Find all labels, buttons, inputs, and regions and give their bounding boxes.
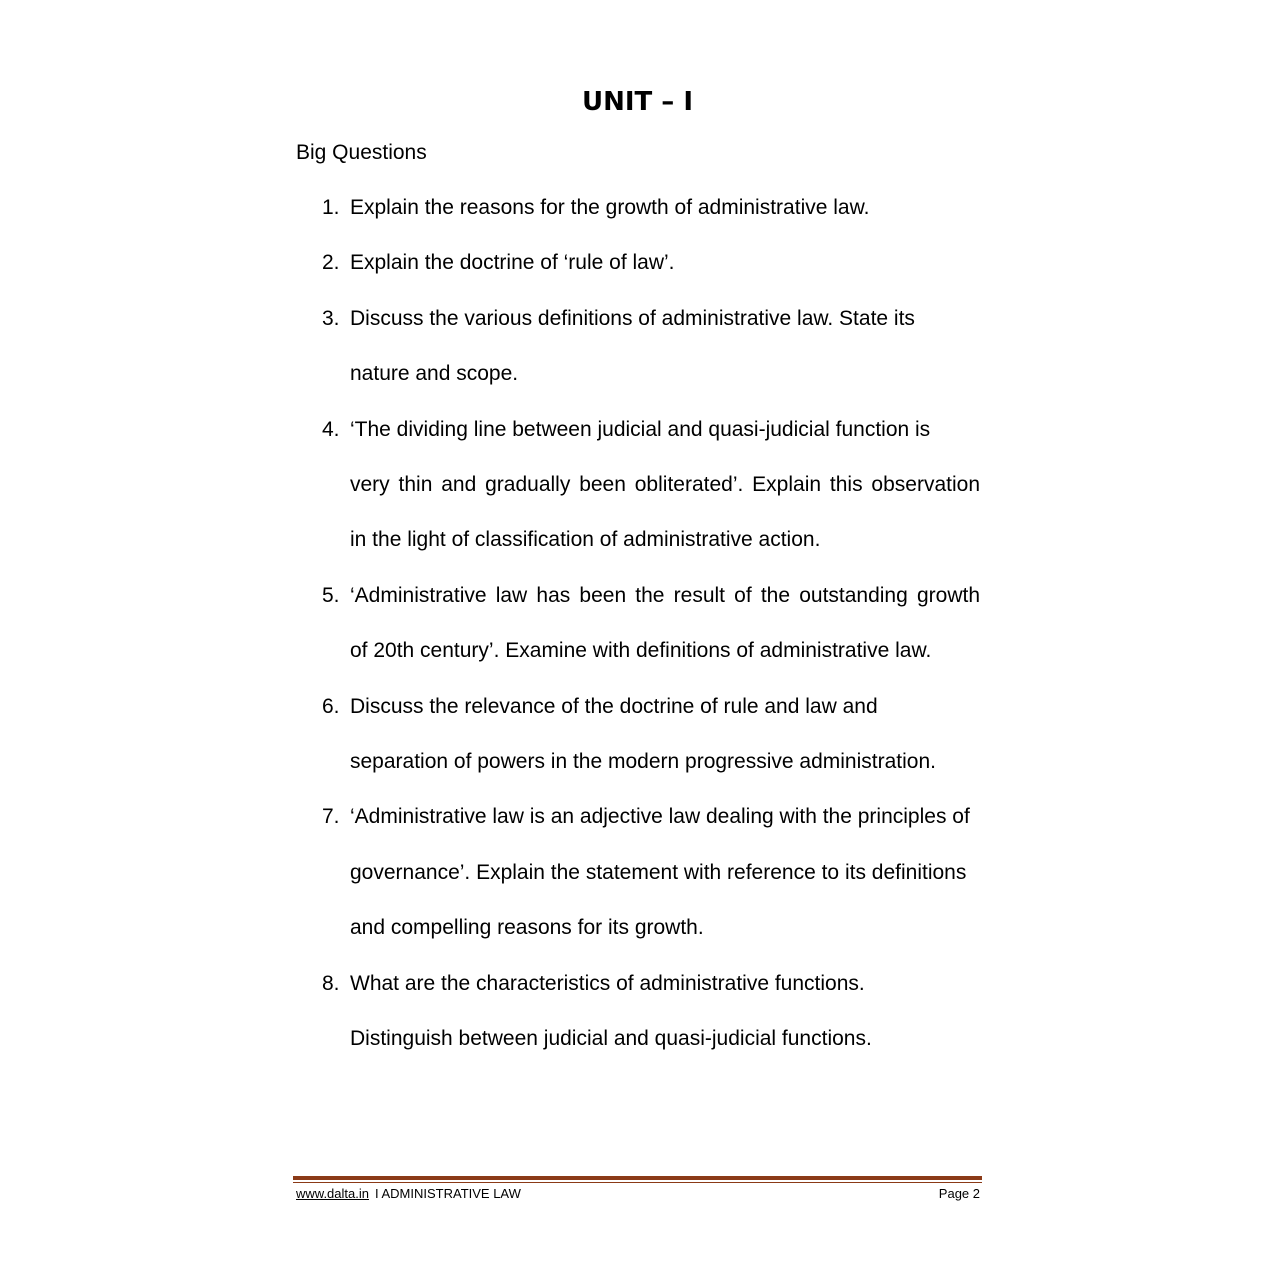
question-text-line: What are the characteristics of administrative functions. <box>350 971 865 995</box>
question-text-line: Discuss the various definitions of administrative law. State its <box>350 306 915 330</box>
question-text-line: Explain the doctrine of ‘rule of law’. <box>350 251 675 275</box>
question-number: 2. <box>322 251 340 275</box>
question-text-line: Discuss the relevance of the doctrine of rule and law and <box>350 694 878 718</box>
question-list <box>296 180 980 1067</box>
question-text-line: ‘Administrative law has been the result of the outstanding growth <box>350 583 980 607</box>
question-number: 3. <box>322 306 340 330</box>
question-text-line: separation of powers in the modern progressive administration. <box>350 750 936 774</box>
page-footer <box>296 1185 980 1203</box>
question-item-8 <box>296 956 980 1067</box>
question-text-line: nature and scope. <box>350 362 519 386</box>
question-number: 8. <box>322 971 340 995</box>
footer-divider-thick <box>293 1176 982 1180</box>
question-text-line: very thin and gradually been obliterated’. Explain this observation <box>350 473 980 497</box>
question-item-5 <box>296 568 980 679</box>
footer-page-number: Page 2 <box>938 1186 980 1201</box>
question-text-line: in the light of classification of administrative action. <box>350 528 821 552</box>
question-item-3 <box>296 291 980 402</box>
question-number: 1. <box>322 196 340 219</box>
question-item-4 <box>296 402 980 568</box>
question-text-line: Explain the reasons for the growth of administrative law. <box>350 196 870 219</box>
question-number: 6. <box>322 694 340 718</box>
page-title: UNIT – I <box>581 87 694 117</box>
question-item-2 <box>296 235 980 290</box>
question-text-line: ‘Administrative law is an adjective law dealing with the principles of <box>350 805 970 829</box>
question-text-line: and compelling reasons for its growth. <box>350 916 704 940</box>
question-item-1 <box>296 180 980 235</box>
footer-divider-thin <box>293 1182 982 1183</box>
question-text-line: governance’. Explain the statement with reference to its definitions <box>350 860 967 884</box>
question-text-line: of 20th century’. Examine with definitions of administrative law. <box>350 639 932 663</box>
footer-subject: I ADMINISTRATIVE LAW <box>374 1186 521 1201</box>
question-item-7 <box>296 789 980 955</box>
question-text-line: Distinguish between judicial and quasi-judicial functions. <box>350 1027 872 1051</box>
question-item-6 <box>296 679 980 790</box>
footer-site-link[interactable]: www.dalta.in <box>296 1186 369 1201</box>
question-text-line: ‘The dividing line between judicial and quasi-judicial function is <box>350 417 931 441</box>
question-number: 7. <box>322 805 340 829</box>
question-number: 5. <box>322 583 340 607</box>
question-number: 4. <box>322 417 340 441</box>
section-heading: Big Questions <box>296 141 427 164</box>
